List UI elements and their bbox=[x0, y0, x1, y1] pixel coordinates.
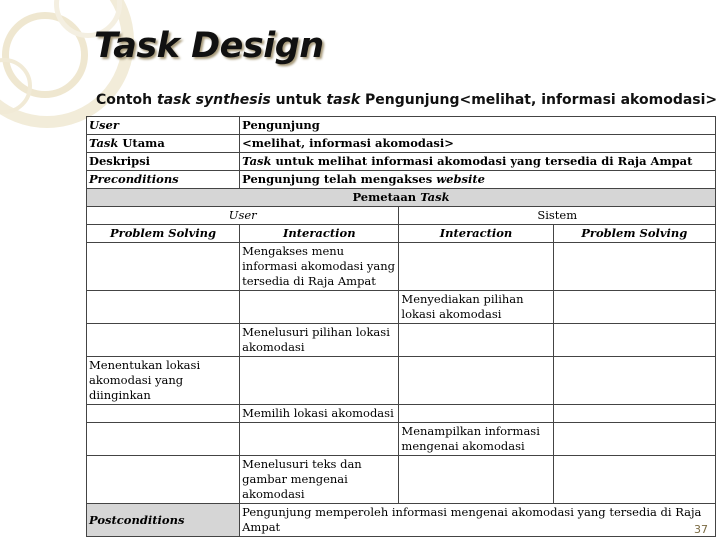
table-cell bbox=[240, 357, 399, 405]
table-row bbox=[87, 117, 716, 135]
table-cell: Menelusuri teks dan gambar mengenai akomodasi bbox=[240, 456, 399, 504]
task-label-emphasis: Task bbox=[89, 136, 119, 150]
table-cell bbox=[240, 423, 399, 456]
col-problem-solving-user: Problem Solving bbox=[87, 225, 240, 243]
table-row bbox=[87, 504, 716, 537]
table-row bbox=[87, 171, 716, 189]
table-row bbox=[87, 456, 716, 504]
task-design-table bbox=[86, 116, 716, 537]
preconditions-text: Pengunjung telah mengakses bbox=[242, 172, 437, 186]
group-user-label: User bbox=[228, 208, 257, 222]
table-cell bbox=[553, 291, 715, 324]
task-mapping-header bbox=[87, 189, 716, 207]
task-value: <melihat, informasi akomodasi> bbox=[240, 135, 716, 153]
subtitle-text: Contoh bbox=[96, 92, 158, 108]
col-interaction-user: Interaction bbox=[240, 225, 399, 243]
table-cell bbox=[87, 291, 240, 324]
user-value: Pengunjung bbox=[240, 117, 716, 135]
decorative-ring bbox=[0, 58, 32, 114]
mapping-emphasis: Task bbox=[420, 190, 450, 204]
table-row bbox=[87, 291, 716, 324]
table-row bbox=[87, 243, 716, 291]
table-cell: Menyediakan pilihan lokasi akomodasi bbox=[399, 291, 553, 324]
preconditions-label: Preconditions bbox=[87, 171, 240, 189]
description-text: untuk melihat informasi akomodasi yang tersedia di Raja Ampat bbox=[271, 154, 693, 168]
table-row bbox=[87, 153, 716, 171]
slide-subtitle bbox=[96, 92, 717, 108]
col-interaction-system: Interaction bbox=[399, 225, 553, 243]
table-cell bbox=[399, 357, 553, 405]
table-row bbox=[87, 357, 716, 405]
table-cell bbox=[553, 405, 715, 423]
task-label-text: Utama bbox=[118, 136, 165, 150]
description-label: Deskripsi bbox=[87, 153, 240, 171]
table-cell: Mengakses menu informasi akomodasi yang tersedia di Raja Ampat bbox=[240, 243, 399, 291]
description-value bbox=[240, 153, 716, 171]
subtitle-text: untuk bbox=[270, 92, 327, 108]
task-label bbox=[87, 135, 240, 153]
preconditions-value bbox=[240, 171, 716, 189]
group-user-header bbox=[87, 207, 399, 225]
table-row bbox=[87, 135, 716, 153]
table-cell bbox=[553, 357, 715, 405]
slide-title: Task Design bbox=[94, 26, 324, 66]
table-cell bbox=[399, 405, 553, 423]
table-cell: Menelusuri pilihan lokasi akomodasi bbox=[240, 324, 399, 357]
subtitle-emphasis: task synthesis bbox=[157, 92, 271, 108]
group-system-header: Sistem bbox=[399, 207, 716, 225]
postconditions-value: Pengunjung memperoleh informasi mengenai akomodasi yang tersedia di Raja Ampat bbox=[240, 504, 716, 537]
table-row bbox=[87, 405, 716, 423]
table-row bbox=[87, 225, 716, 243]
decorative-ring bbox=[2, 12, 88, 98]
subtitle-emphasis: task bbox=[326, 92, 361, 108]
table-cell bbox=[87, 456, 240, 504]
subtitle-text: Pengunjung<melihat, informasi akomodasi> bbox=[360, 92, 718, 108]
mapping-text: Pemetaan bbox=[352, 190, 421, 204]
description-emphasis: Task bbox=[242, 154, 272, 168]
page-number: 37 bbox=[694, 523, 708, 536]
table-cell bbox=[240, 291, 399, 324]
table-row bbox=[87, 324, 716, 357]
table-cell bbox=[87, 243, 240, 291]
table-row bbox=[87, 423, 716, 456]
user-label: User bbox=[87, 117, 240, 135]
postconditions-label: Postconditions bbox=[87, 504, 240, 537]
table-row bbox=[87, 207, 716, 225]
table-cell bbox=[553, 423, 715, 456]
col-problem-solving-system: Problem Solving bbox=[553, 225, 715, 243]
table-cell bbox=[87, 423, 240, 456]
table-cell bbox=[553, 243, 715, 291]
table-cell: Memilih lokasi akomodasi bbox=[240, 405, 399, 423]
table-row bbox=[87, 189, 716, 207]
table-cell: Menampilkan informasi mengenai akomodasi bbox=[399, 423, 553, 456]
preconditions-emphasis: website bbox=[436, 172, 485, 186]
table-cell bbox=[399, 243, 553, 291]
table-cell bbox=[553, 324, 715, 357]
table-cell: Menentukan lokasi akomodasi yang diinginkan bbox=[87, 357, 240, 405]
table-cell bbox=[399, 324, 553, 357]
table-cell bbox=[87, 405, 240, 423]
table-cell bbox=[87, 324, 240, 357]
table-cell bbox=[399, 456, 553, 504]
table-cell bbox=[553, 456, 715, 504]
